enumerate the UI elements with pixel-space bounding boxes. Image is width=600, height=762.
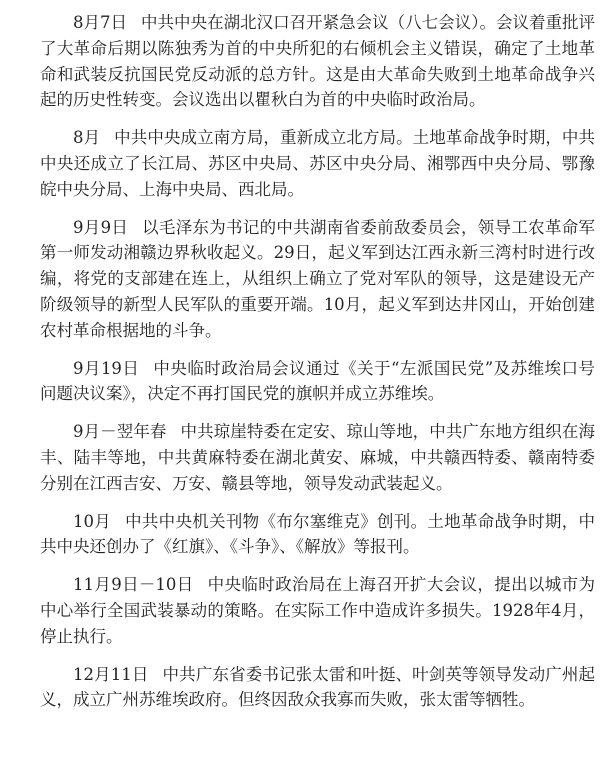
entry-date: 8月 [73, 128, 101, 148]
entry-text: 中共广东省委书记张太雷和叶挺、叶剑英等领导发动广州起义，成立广州苏维埃政府。但终因敌众我寡而失败，张太雷等牺牲。 [40, 664, 595, 710]
entry-oct [40, 509, 595, 561]
entry-date: 9月－翌年春 [73, 422, 167, 442]
entry-sep-9 [40, 215, 595, 344]
entry-sep-19 [40, 356, 595, 408]
entry-date: 11月9日－10日 [73, 575, 194, 595]
entry-aug [40, 125, 595, 202]
entry-text: 中共中央在湖北汉口召开紧急会议（八七会议）。会议着重批评了大革命后期以陈独秀为首的中央所犯的右倾机会主义错误，确定了土地革命和武装反抗国民党反动派的总方针。这是由大革命失败到土地革命战争兴起的历史性转变。会议选出以瞿秋白为首的中央临时政治局。 [40, 13, 595, 110]
entry-sep-spring [40, 419, 595, 496]
entry-dec-11 [40, 662, 595, 714]
entry-text: 中央临时政治局会议通过《关于“左派国民党”及苏维埃口号问题决议案》，决定不再打国民党的旗帜并成立苏维埃。 [40, 358, 596, 404]
entry-date: 8月7日 [73, 13, 128, 32]
document-page [40, 10, 595, 725]
entry-nov-9-10 [40, 572, 595, 649]
entry-text: 以毛泽东为书记的中共湖南省委前敌委员会，领导工农革命军第一师发动湘赣边界秋收起义。29日，起义军到达江西永新三湾村时进行改编，将党的支部建在连上，从组织上确立了党对军队的领导，这是建设无产阶级领导的新型人民军队的重要开端。10月，起义军到达井冈山，开始创建农村革命根据地的斗争。 [40, 217, 596, 340]
entry-date: 9月19日 [73, 358, 140, 378]
entry-date: 12月11日 [73, 664, 149, 684]
entry-text: 中共中央机关刊物《布尔塞维克》创刊。土地革命战争时期，中共中央还创办了《红旗》、《斗争》、《解放》等报刊。 [40, 511, 596, 557]
entry-text: 中共琼崖特委在定安、琼山等地，中共广东地方组织在海丰、陆丰等地，中共黄麻特委在湖北黄安、麻城，中共赣西特委、赣南特委分别在江西吉安、万安、赣县等地，领导发动武装起义。 [40, 422, 596, 493]
entry-text: 中共中央成立南方局，重新成立北方局。土地革命战争时期，中共中央还成立了长江局、苏区中央局、苏区中央分局、湘鄂西中央分局、鄂豫皖中央分局、上海中央局、西北局。 [40, 128, 596, 199]
entry-aug-7 [40, 10, 595, 113]
entry-date: 9月9日 [73, 217, 129, 237]
entry-text: 中央临时政治局在上海召开扩大会议，提出以城市为中心举行全国武装暴动的策略。在实际工作中造成许多损失。1928年4月，停止执行。 [40, 575, 595, 646]
entry-date: 10月 [73, 511, 112, 531]
